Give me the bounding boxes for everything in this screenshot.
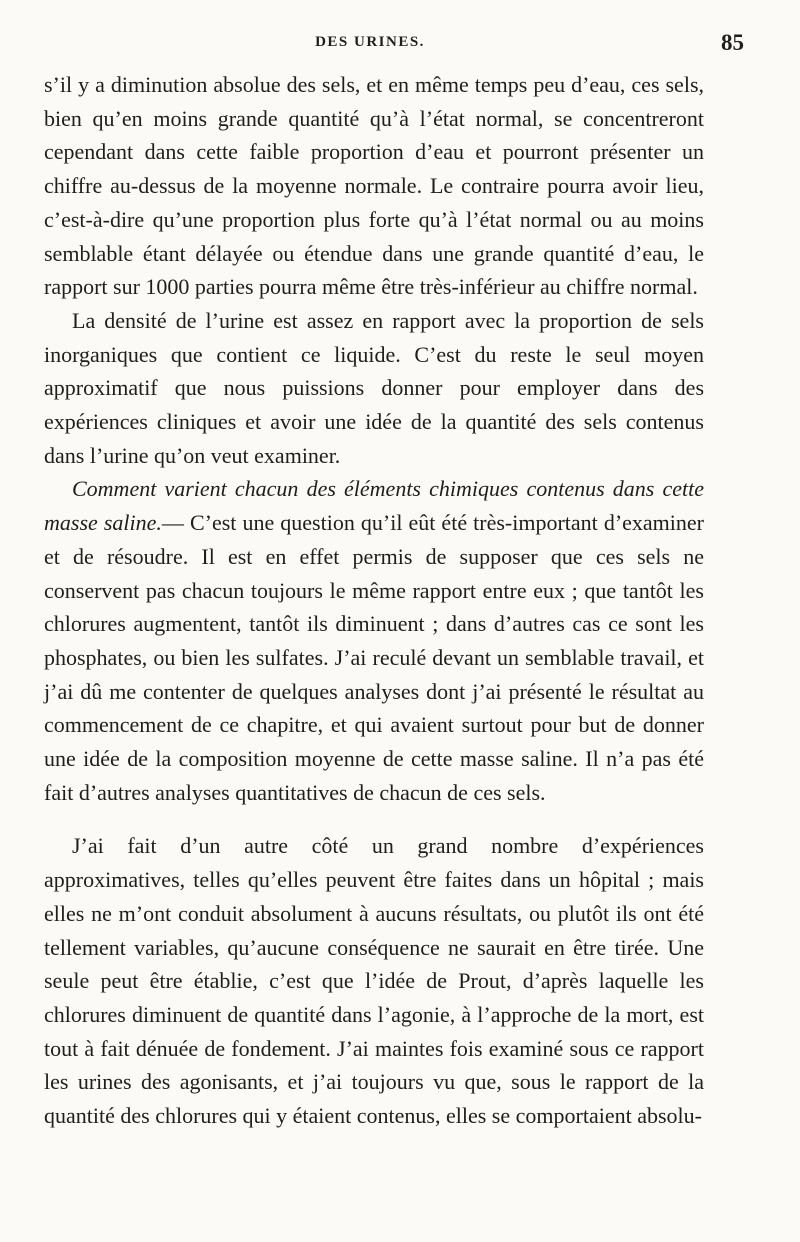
body-text (44, 68, 704, 1133)
paragraph-4: J’ai fait d’un autre côté un grand nombre d’expériences approximatives, telles qu’elles peuvent être faites dans un hôpital ; mais elles ne m’ont conduit absolument à aucuns résultats, ou plutôt ils ont été tellement variables, qu’aucune conséquence ne saurait en être tirée. Une seule peut être établie, c’est que l’idée de Prout, d’après laquelle les chlorures diminuent de quantité dans l’agonie, à l’approche de la mort, est tout à fait dénuée de fondement. J’ai maintes fois examiné sous ce rapport les urines des agonisants, et j’ai toujours vu que, sous le rapport de la quantité des chlorures qui y étaient contenus, elles se comportaient absolu- (44, 833, 704, 1129)
page-number: 85 (721, 30, 744, 55)
paragraph-3 (44, 472, 704, 809)
running-title: DES URINES. (315, 34, 425, 50)
paragraph-1: s’il y a diminution absolue des sels, et en même temps peu d’eau, ces sels, bien qu’en moins grande quantité qu’à l’état normal, se concentreront cependant dans cette faible proportion d’eau et pourront présenter un chiffre au-dessus de la moyenne normale. Le contraire pourra avoir lieu, c’est-à-dire qu’une proportion plus forte qu’à l’état normal ou au moins semblable étant délayée ou étendue dans une grande quantité d’eau, le rapport sur 1000 parties pourra même être très-inférieur au chiffre normal. (44, 72, 704, 300)
paragraph-3-italic-heading: Comment varient chacun des éléments chimiques contenus dans cette masse saline. (44, 476, 704, 536)
paragraph-3-text: — C’est une question qu’il eût été très-important d’examiner et de résoudre. Il est en effet permis de supposer que ces sels ne conservent pas chacun toujours le même rapport entre eux ; que tantôt les chlorures augmentent, tantôt ils diminuent ; dans d’autres cas ce sont les phosphates, ou bien les sulfates. J’ai reculé devant un semblable travail, et j’ai dû me contenter de quelques analyses dont j’ai présenté le résultat au commencement de ce chapitre, et qui avaient surtout pour but de donner une idée de la composition moyenne de cette masse saline. Il n’a pas été fait d’autres analyses quantitatives de chacun de ces sels. (44, 510, 705, 805)
paragraph-2: La densité de l’urine est assez en rapport avec la proportion de sels inorganiques que contient ce liquide. C’est du reste le seul moyen approximatif que nous puissions donner pour employer dans des expériences cliniques et avoir une idée de la quantité des sels contenus dans l’urine qu’on veut examiner. (44, 307, 704, 468)
page-header (44, 24, 744, 56)
